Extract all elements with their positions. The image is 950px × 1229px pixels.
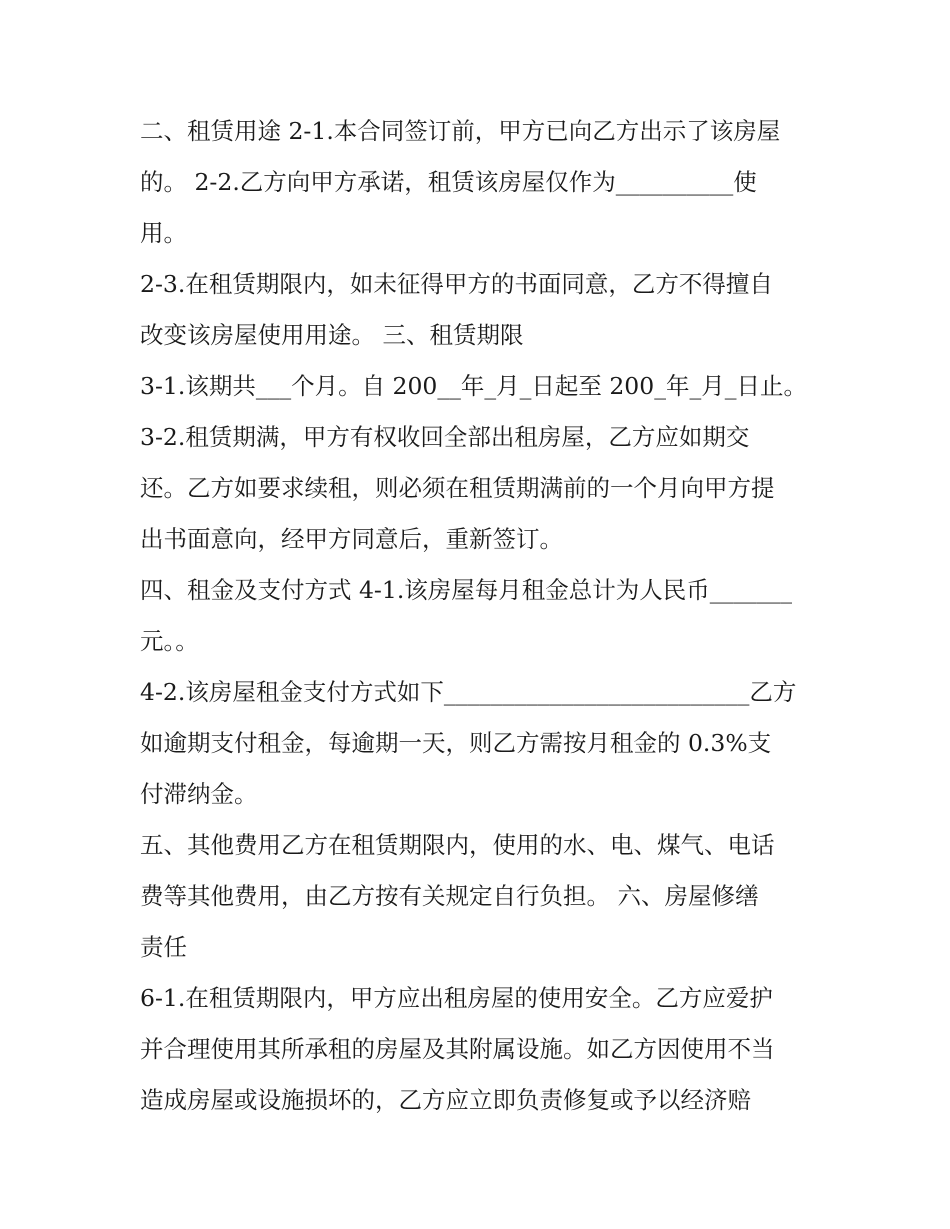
text-line: 造成房屋或设施损坏的，乙方应立即负责修复或予以经济赔 (140, 1086, 751, 1114)
text-line: 付滞纳金。 (140, 780, 258, 808)
text-line: 还。乙方如要求续租，则必须在租赁期满前的一个月向甲方提 (140, 474, 775, 502)
text-line: 改变该房屋使用用途。 三、租赁期限 (140, 321, 524, 349)
text-line: 费等其他费用，由乙方按有关规定自行负担。 六、房屋修缮 (140, 882, 759, 910)
text-line: 元。。 (140, 627, 199, 655)
text-line: 并合理使用其所承租的房屋及其附属设施。如乙方因使用不当 (140, 1035, 775, 1063)
text-line: 如逾期支付租金，每逾期一天，则乙方需按月租金的 0.3%支 (140, 729, 772, 757)
text-line: 4-2.该房屋租金支付方式如下__________________________乙方 (140, 678, 797, 706)
text-line: 四、租金及支付方式 4-1.该房屋每月租金总计为人民币_______ (140, 576, 793, 604)
text-line: 二、租赁用途 2-1.本合同签订前，甲方已向乙方出示了该房屋 (140, 117, 781, 145)
text-line: 的。 2-2.乙方向甲方承诺，租赁该房屋仅作为__________使 (140, 168, 757, 196)
text-line: 3-2.租赁期满，甲方有权收回全部出租房屋，乙方应如期交 (140, 423, 750, 451)
text-line: 6-1.在租赁期限内，甲方应出租房屋的使用安全。乙方应爱护 (140, 984, 773, 1012)
text-line: 出书面意向，经甲方同意后，重新签订。 (140, 525, 563, 553)
text-line: 五、其他费用乙方在租赁期限内，使用的水、电、煤气、电话 (140, 831, 775, 859)
text-line: 3-1.该期共___个月。自 200__年_月_日起至 200_年_月_日止。 (140, 372, 807, 400)
text-line: 2-3.在租赁期限内，如未征得甲方的书面同意，乙方不得擅自 (140, 270, 773, 298)
text-line: 责任 (140, 933, 187, 961)
contract-text (140, 106, 812, 1126)
text-line: 用。 (140, 219, 187, 247)
